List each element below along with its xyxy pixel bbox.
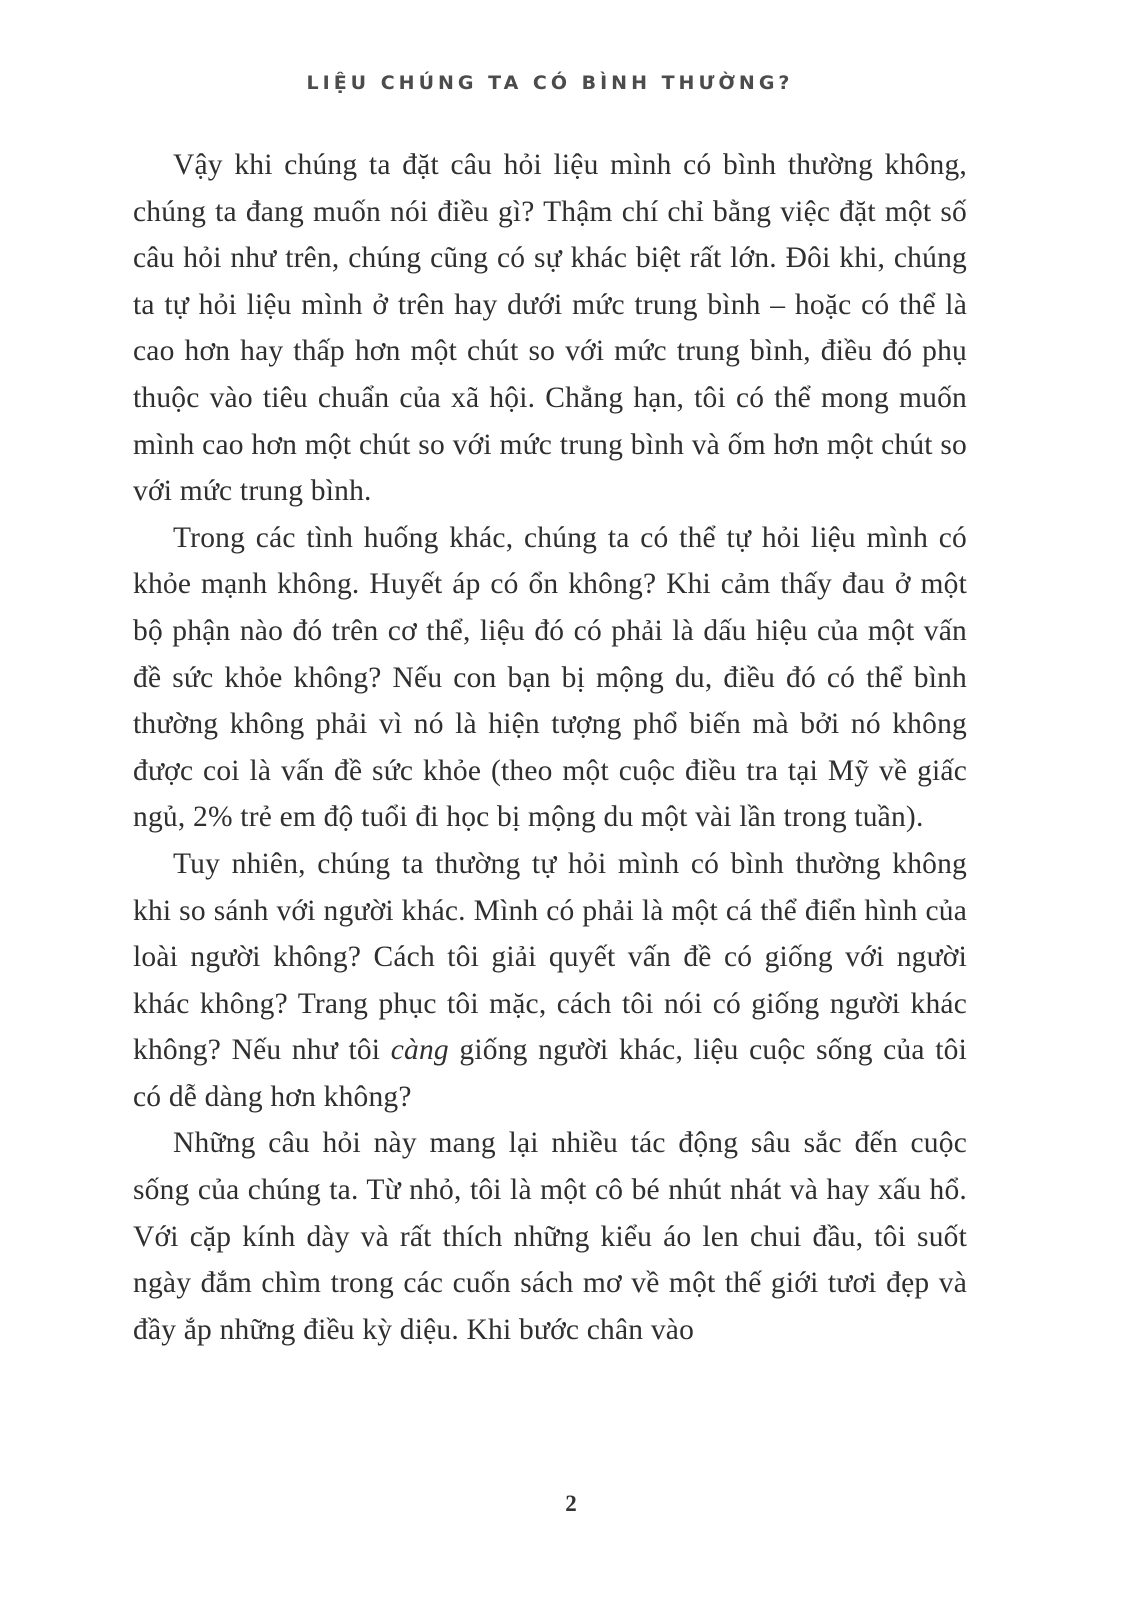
paragraph-1: Vậy khi chúng ta đặt câu hỏi liệu mình có bình thường không, chúng ta đang muốn nói điều gì? Thậm chí chỉ bằng việc đặt một số câu hỏi như trên, chúng cũng có sự khác biệt rất lớn. Đôi khi, chúng ta tự hỏi liệu mình ở trên hay dưới mức trung bình – hoặc có thể là cao hơn hay thấp hơn một chút so với mức trung bình, điều đó phụ thuộc vào tiêu chuẩn của xã hội. Chẳng hạn, tôi có thể mong muốn mình cao hơn một chút so với mức trung bình và ốm hơn một chút so với mức trung bình.: [133, 149, 967, 508]
page-number: 2: [565, 1491, 577, 1516]
paragraph-3-italic-word: càng: [390, 1034, 449, 1067]
paragraph-4: Những câu hỏi này mang lại nhiều tác động sâu sắc đến cuộc sống của chúng ta. Từ nhỏ, tôi là một cô bé nhút nhát và hay xấu hổ. Với cặp kính dày và rất thích những kiểu áo len chui đầu, tôi suốt ngày đắm chìm trong các cuốn sách mơ về một thế giới tươi đẹp và đầy ắp những điều kỳ diệu. Khi bước chân vào: [133, 1127, 967, 1346]
paragraph-3: [133, 841, 967, 1121]
paragraph-3-text-after: giống người khác, liệu cuộc sống của tôi có dễ dàng hơn không?: [133, 1034, 967, 1113]
running-header: LIỆU CHÚNG TA CÓ BÌNH THƯỜNG?: [306, 72, 794, 94]
paragraph-2: Trong các tình huống khác, chúng ta có thể tự hỏi liệu mình có khỏe mạnh không. Huyết áp có ổn không? Khi cảm thấy đau ở một bộ phận nào đó trên cơ thể, liệu đó có phải là dấu hiệu của một vấn đề sức khỏe không? Nếu con bạn bị mộng du, điều đó có thể bình thường không phải vì nó là hiện tượng phổ biến mà bởi nó không được coi là vấn đề sức khỏe (theo một cuộc điều tra tại Mỹ về giấc ngủ, 2% trẻ em độ tuổi đi học bị mộng du một vài lần trong tuần).: [133, 521, 967, 834]
page-body: [133, 142, 967, 1353]
paragraph-3-text-before: Tuy nhiên, chúng ta thường tự hỏi mình có bình thường không khi so sánh với người khác. Mình có phải là một cá thể điển hình của loài người không? Cách tôi giải quyết vấn đề có giống với người khác không? Trang phục tôi mặc, cách tôi nói có giống người khác không? Nếu như tôi: [133, 847, 967, 1067]
